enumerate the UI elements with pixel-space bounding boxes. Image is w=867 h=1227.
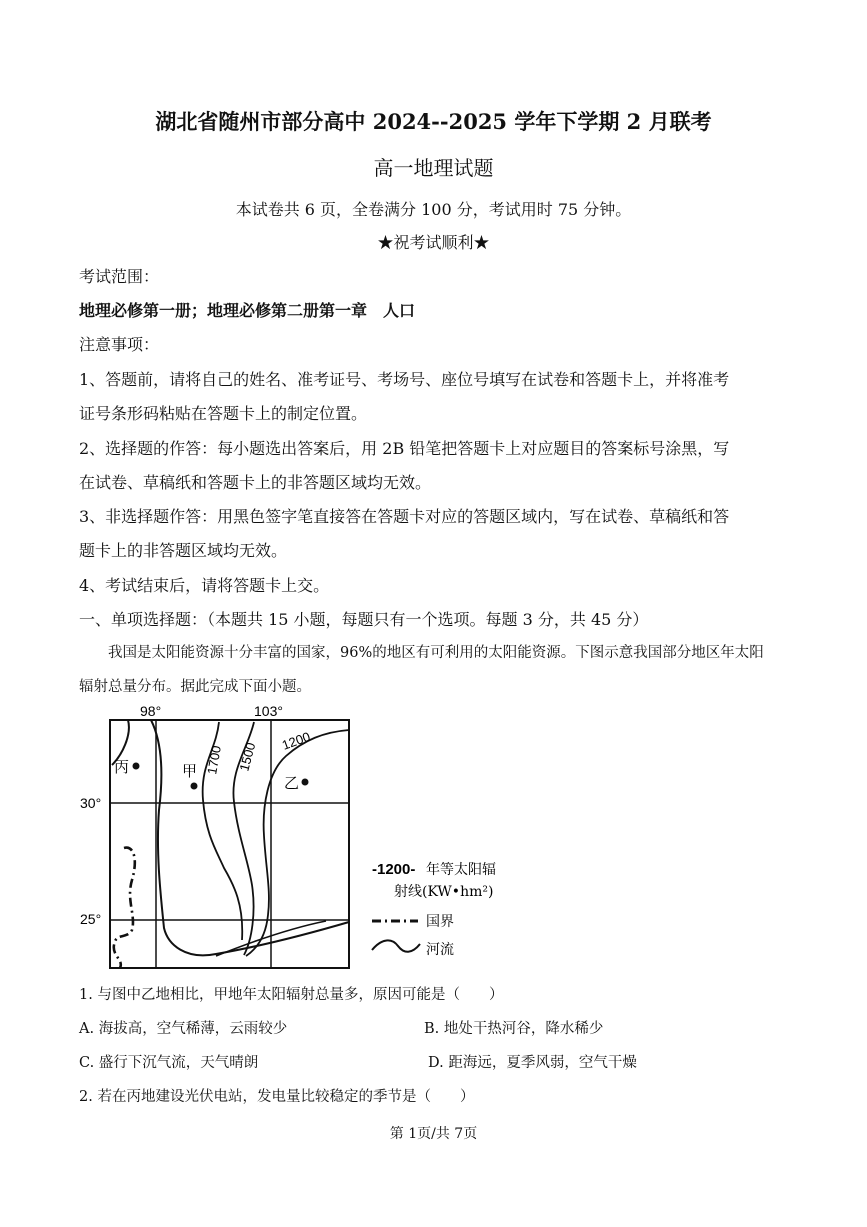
exam-title: 湖北省随州市部分高中 2024--2025 学年下学期 2 月联考 (155, 109, 712, 134)
passage-line-1: 我国是太阳能资源十分丰富的国家，96%的地区有可利用的太阳能资源。下图示意我国部分地区年太阳 (108, 645, 764, 661)
question-2-stem: 2. 若在丙地建设光伏电站，发电量比较稳定的季节是（ ） (79, 1089, 475, 1105)
label-place-jia: 甲 (182, 762, 198, 780)
exam-info: 本试卷共 6 页，全卷满分 100 分，考试用时 75 分钟。 (235, 200, 632, 219)
section-1-heading: 一、单项选择题：（本题共 15 小题，每题只有一个选项。每题 3 分，共 45 分） (79, 610, 649, 629)
solar-radiation-map (76, 700, 516, 975)
note-4: 4、考试结束后，请将答题卡上交。 (79, 576, 330, 595)
national-border (114, 848, 135, 968)
notes-label: 注意事项： (79, 335, 160, 354)
label-place-yi: 乙 (284, 774, 300, 792)
legend-border-label: 国界 (426, 914, 454, 930)
dot-place-jia (191, 783, 198, 790)
passage-line-2: 辐射总量分布。据此完成下面小题。 (79, 679, 311, 695)
exam-blessing: ★祝考试顺利★ (377, 233, 490, 252)
label-place-bing: 丙 (114, 758, 130, 776)
map-frame (110, 720, 349, 968)
question-1-stem: 1. 与图中乙地相比，甲地年太阳辐射总量多，原因可能是（ ） (79, 987, 504, 1003)
label-iso-1700: 1700 (204, 744, 224, 776)
note-2-line-2: 在试卷、草稿纸和答题卡上的非答题区域均无效。 (79, 473, 432, 492)
label-lon-103: 103° (254, 703, 283, 719)
page-footer: 第 1页/共 7页 (389, 1126, 478, 1142)
scope-label: 考试范围： (79, 267, 160, 286)
label-iso-1200: 1200 (279, 728, 313, 753)
legend-isoline-sample: -1200- (372, 861, 416, 878)
note-3-line-2: 题卡上的非答题区域均无效。 (79, 541, 288, 560)
label-lon-98: 98° (140, 703, 162, 719)
exam-subtitle: 高一地理试题 (373, 156, 494, 180)
legend-isoline-text-2: 射线(KW•hm²) (394, 884, 494, 900)
scope-content: 地理必修第一册；地理必修第二册第一章 人口 (79, 301, 416, 320)
dot-place-bing (133, 763, 140, 770)
question-1-option-a: A. 海拔高，空气稀薄，云雨较少 (79, 1021, 288, 1037)
label-lat-30: 30° (80, 795, 102, 811)
note-2-line-1: 2、选择题的作答：每小题选出答案后，用 2B 铅笔把答题卡上对应题目的答案标号涂黑，写 (79, 439, 730, 458)
note-1-line-2: 证号条形码粘贴在答题卡上的制定位置。 (79, 404, 368, 423)
question-1-option-d: D. 距海远，夏季风弱，空气干燥 (428, 1055, 637, 1071)
legend-isoline-text-1: 年等太阳辐 (426, 862, 496, 878)
question-1-option-b: B. 地处干热河谷，降水稀少 (424, 1021, 604, 1037)
note-1-line-1: 1、答题前，请将自己的姓名、准考证号、考场号、座位号填写在试卷和答题卡上，并将准考 (79, 370, 730, 389)
question-1-option-c: C. 盛行下沉气流，天气晴朗 (79, 1055, 259, 1071)
label-lat-25: 25° (80, 911, 102, 927)
legend-river-swatch (372, 940, 420, 951)
note-3-line-1: 3、非选择题作答：用黑色签字笔直接答在答题卡对应的答题区域内，写在试卷、草稿纸和答 (79, 507, 730, 526)
dot-place-yi (302, 779, 309, 786)
label-iso-1500: 1500 (236, 740, 259, 773)
isoline-1200 (246, 730, 349, 956)
legend-river-label: 河流 (426, 942, 454, 958)
